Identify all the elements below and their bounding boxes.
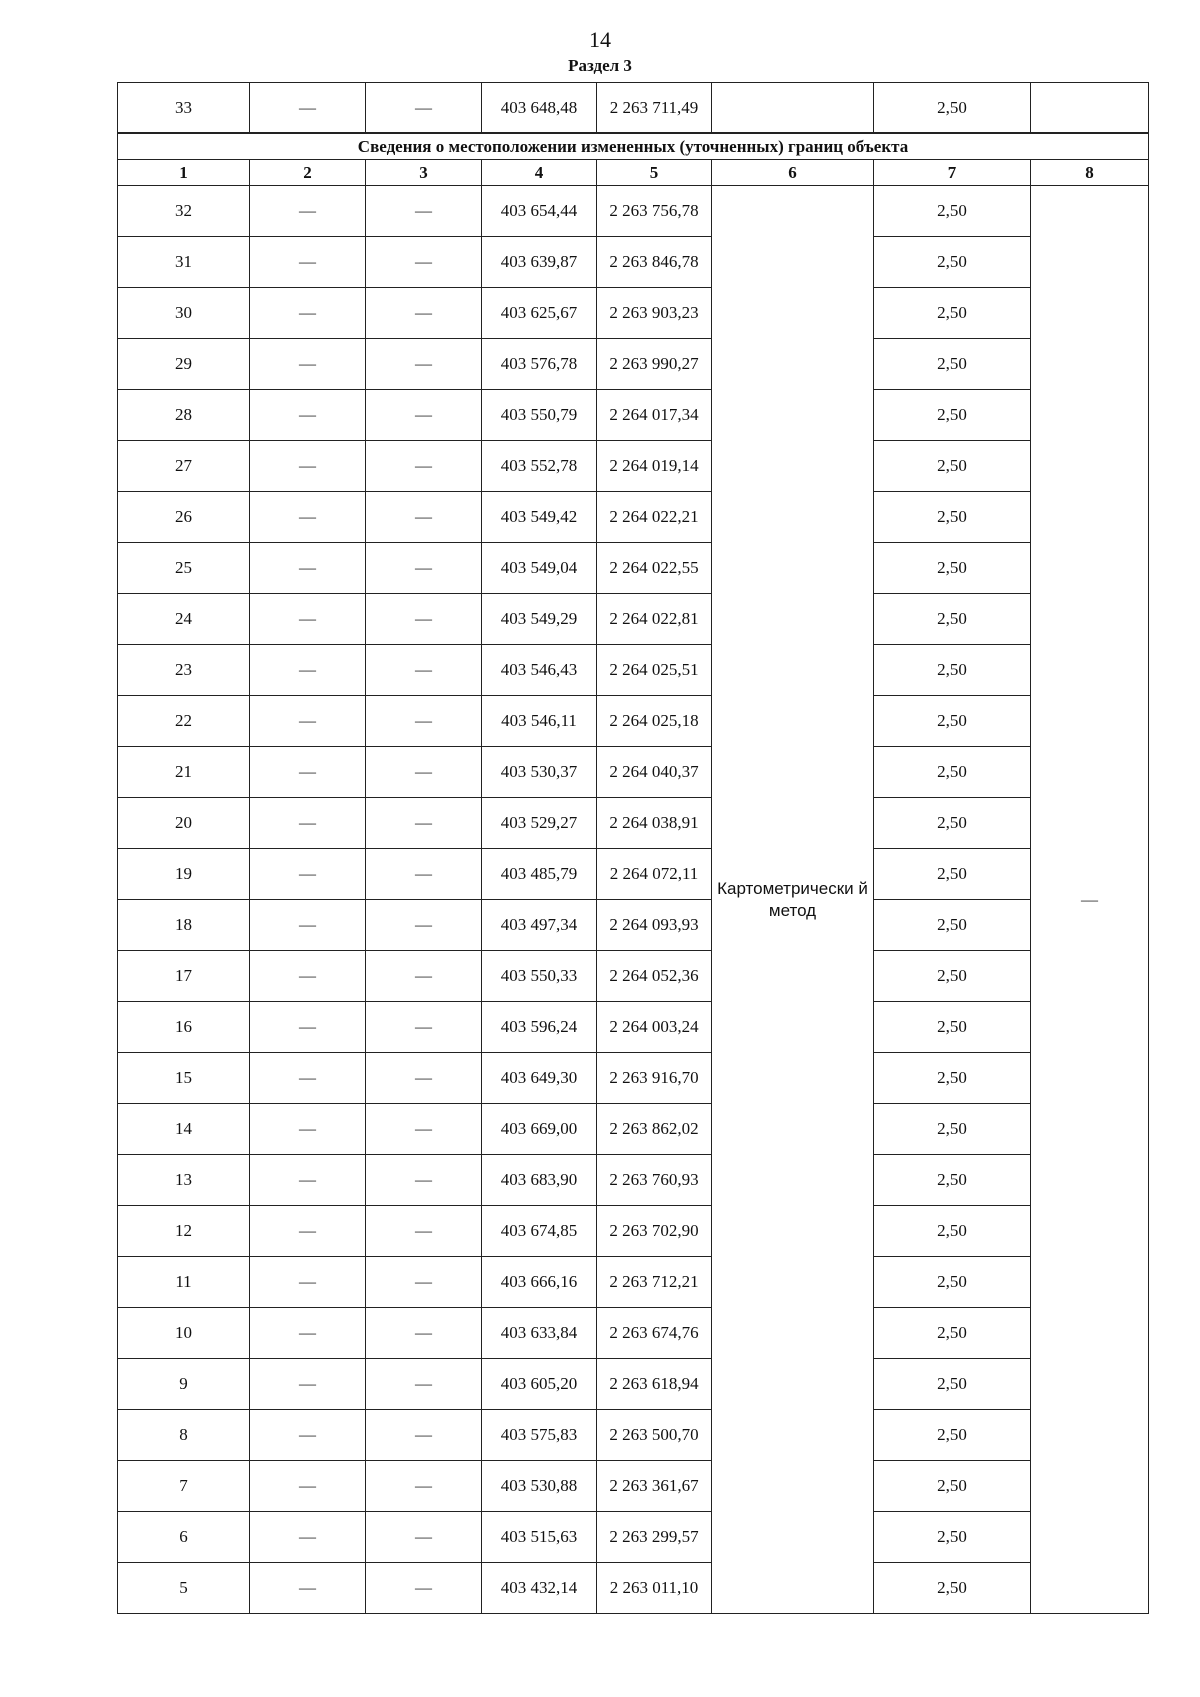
cell-col2: — [250, 900, 366, 951]
cell-y: 2 264 072,11 [597, 849, 712, 900]
cell-accuracy: 2,50 [874, 390, 1031, 441]
cell-col2: — [250, 1308, 366, 1359]
cell-x: 403 576,78 [482, 339, 597, 390]
cell-col3: — [366, 849, 482, 900]
cell-x: 403 549,04 [482, 543, 597, 594]
header-cell: 8 [1031, 160, 1149, 186]
cell-col2: — [250, 1206, 366, 1257]
cell-col3: — [366, 1359, 482, 1410]
cell-y: 2 263 702,90 [597, 1206, 712, 1257]
cell-x: 403 625,67 [482, 288, 597, 339]
cell-point-number: 19 [118, 849, 250, 900]
table-row [118, 798, 1149, 849]
cell-accuracy: 2,50 [874, 543, 1031, 594]
table-row [118, 1002, 1149, 1053]
header-cell: 7 [874, 160, 1031, 186]
cell-col3: — [366, 951, 482, 1002]
cell-x: 403 530,37 [482, 747, 597, 798]
cell-y: 2 263 903,23 [597, 288, 712, 339]
cell-col3: — [366, 1002, 482, 1053]
cell-point-number: 30 [118, 288, 250, 339]
page-number: 14 [589, 27, 611, 52]
cell-y: 2 264 022,55 [597, 543, 712, 594]
cell-point-number: 6 [118, 1512, 250, 1563]
cell-accuracy: 2,50 [874, 1053, 1031, 1104]
cell-method [712, 83, 874, 134]
cell-y: 2 264 052,36 [597, 951, 712, 1002]
cell-col2: — [250, 83, 366, 134]
table-row [118, 1308, 1149, 1359]
cell-x: 403 674,85 [482, 1206, 597, 1257]
cell-x: 403 485,79 [482, 849, 597, 900]
cell-col3: — [366, 594, 482, 645]
cell-x: 403 529,27 [482, 798, 597, 849]
cell-x: 403 549,42 [482, 492, 597, 543]
cell-y: 2 264 022,81 [597, 594, 712, 645]
table-row [118, 696, 1149, 747]
cell-col2: — [250, 1359, 366, 1410]
cell-point-number: 26 [118, 492, 250, 543]
cell-accuracy: 2,50 [874, 1155, 1031, 1206]
cell-y: 2 263 862,02 [597, 1104, 712, 1155]
cell-col2: — [250, 492, 366, 543]
cell-accuracy: 2,50 [874, 1002, 1031, 1053]
table-row [118, 339, 1149, 390]
cell-y: 2 263 674,76 [597, 1308, 712, 1359]
cell-col3: — [366, 1257, 482, 1308]
cell-col3: — [366, 441, 482, 492]
table-row [118, 1155, 1149, 1206]
cell-point-number: 8 [118, 1410, 250, 1461]
table-row [118, 1359, 1149, 1410]
cell-accuracy: 2,50 [874, 1461, 1031, 1512]
table-row [118, 849, 1149, 900]
header-row [118, 160, 1149, 186]
table-row [118, 237, 1149, 288]
cell-col2: — [250, 543, 366, 594]
table-row [118, 543, 1149, 594]
cell-col2: — [250, 1563, 366, 1614]
cell-x: 403 596,24 [482, 1002, 597, 1053]
cell-col2: — [250, 798, 366, 849]
cell-x: 403 549,29 [482, 594, 597, 645]
cell-x: 403 515,63 [482, 1512, 597, 1563]
cell-point-number: 21 [118, 747, 250, 798]
cell-y: 2 263 299,57 [597, 1512, 712, 1563]
cell-col3: — [366, 339, 482, 390]
header-cell: 4 [482, 160, 597, 186]
cell-col3: — [366, 798, 482, 849]
method-cell: Картометрически й метод [712, 186, 874, 1614]
table-row [118, 594, 1149, 645]
cell-accuracy: 2,50 [874, 696, 1031, 747]
cell-x: 403 654,44 [482, 186, 597, 237]
cell-y: 2 264 093,93 [597, 900, 712, 951]
table-row [118, 1053, 1149, 1104]
cell-y: 2 263 846,78 [597, 237, 712, 288]
cell-y: 2 264 040,37 [597, 747, 712, 798]
cell-point-number: 10 [118, 1308, 250, 1359]
cell-accuracy: 2,50 [874, 288, 1031, 339]
cell-x: 403 497,34 [482, 900, 597, 951]
cell-point-number: 25 [118, 543, 250, 594]
cell-col3: — [366, 1206, 482, 1257]
cell-col3: — [366, 1563, 482, 1614]
cell-col2: — [250, 696, 366, 747]
cell-col2: — [250, 441, 366, 492]
cell-y: 2 263 990,27 [597, 339, 712, 390]
cell-point-number: 14 [118, 1104, 250, 1155]
cell-col2: — [250, 1512, 366, 1563]
cell-point-number: 23 [118, 645, 250, 696]
cell-col2: — [250, 339, 366, 390]
table-row [118, 492, 1149, 543]
cell-x: 403 639,87 [482, 237, 597, 288]
header-cell: 3 [366, 160, 482, 186]
cell-accuracy: 2,50 [874, 339, 1031, 390]
cell-col3: — [366, 696, 482, 747]
header-cell: 1 [118, 160, 250, 186]
section-title: Раздел 3 [568, 56, 632, 75]
header-cell: 6 [712, 160, 874, 186]
table-row [118, 1104, 1149, 1155]
cell-col2: — [250, 390, 366, 441]
cell-point-number: 18 [118, 900, 250, 951]
cell-y: 2 264 003,24 [597, 1002, 712, 1053]
cell-col3: — [366, 237, 482, 288]
cell-accuracy: 2,50 [874, 1563, 1031, 1614]
cell-col2: — [250, 1053, 366, 1104]
cell-y: 2 264 025,18 [597, 696, 712, 747]
cell-col2: — [250, 288, 366, 339]
cell-point-number: 16 [118, 1002, 250, 1053]
cell-point-number: 28 [118, 390, 250, 441]
cell-col2: — [250, 1410, 366, 1461]
cell-y: 2 263 760,93 [597, 1155, 712, 1206]
cell-point-number: 27 [118, 441, 250, 492]
cell-point-number: 12 [118, 1206, 250, 1257]
cell-x: 403 552,78 [482, 441, 597, 492]
cell-accuracy: 2,50 [874, 83, 1031, 134]
cell-point-number: 7 [118, 1461, 250, 1512]
table-row [118, 390, 1149, 441]
cell-col3: — [366, 543, 482, 594]
cell-y: 2 263 712,21 [597, 1257, 712, 1308]
cell-accuracy: 2,50 [874, 849, 1031, 900]
cell-col3: — [366, 390, 482, 441]
cell-accuracy: 2,50 [874, 798, 1031, 849]
cell-col2: — [250, 849, 366, 900]
cell-col3: — [366, 1104, 482, 1155]
cell-x: 403 649,30 [482, 1053, 597, 1104]
cell-point-number: 32 [118, 186, 250, 237]
table-row [118, 1206, 1149, 1257]
cell-y: 2 263 500,70 [597, 1410, 712, 1461]
cell-col2: — [250, 747, 366, 798]
header-cell: 2 [250, 160, 366, 186]
table-row [118, 186, 1149, 237]
table-row [118, 441, 1149, 492]
cell-col3: — [366, 900, 482, 951]
cell-col3: — [366, 1410, 482, 1461]
cell-point-number: 5 [118, 1563, 250, 1614]
table-row [118, 951, 1149, 1002]
cell-col2: — [250, 1257, 366, 1308]
cell-accuracy: 2,50 [874, 747, 1031, 798]
cell-point-number: 11 [118, 1257, 250, 1308]
cell-y: 2 263 361,67 [597, 1461, 712, 1512]
cell-point-number: 20 [118, 798, 250, 849]
cell-x: 403 683,90 [482, 1155, 597, 1206]
cell-y: 2 263 756,78 [597, 186, 712, 237]
cell-col2: — [250, 1002, 366, 1053]
cell-y: 2 264 025,51 [597, 645, 712, 696]
cell-x: 403 550,33 [482, 951, 597, 1002]
table-row [118, 747, 1149, 798]
table-row [118, 900, 1149, 951]
cell-accuracy: 2,50 [874, 645, 1031, 696]
cell-accuracy: 2,50 [874, 1410, 1031, 1461]
cell-col2: — [250, 1104, 366, 1155]
cell-accuracy: 2,50 [874, 1308, 1031, 1359]
cell-point-number: 13 [118, 1155, 250, 1206]
cell-accuracy: 2,50 [874, 1257, 1031, 1308]
cell-col3: — [366, 645, 482, 696]
cell-y: 2 264 038,91 [597, 798, 712, 849]
caption-row [118, 133, 1149, 160]
table-row [118, 645, 1149, 696]
cell-accuracy: 2,50 [874, 594, 1031, 645]
cell-col3: — [366, 1155, 482, 1206]
col8-cell: — [1031, 186, 1149, 1614]
cell-y: 2 264 022,21 [597, 492, 712, 543]
cell-x: 403 666,16 [482, 1257, 597, 1308]
cell-accuracy: 2,50 [874, 186, 1031, 237]
cell-accuracy: 2,50 [874, 441, 1031, 492]
cell-point-number: 33 [118, 83, 250, 134]
cell-x: 403 530,88 [482, 1461, 597, 1512]
cell-accuracy: 2,50 [874, 1512, 1031, 1563]
cell-point-number: 22 [118, 696, 250, 747]
cell-y: 2 263 711,49 [597, 83, 712, 134]
table-row [118, 1257, 1149, 1308]
cell-y: 2 264 017,34 [597, 390, 712, 441]
cell-point-number: 15 [118, 1053, 250, 1104]
cell-col3: — [366, 186, 482, 237]
cell-col2: — [250, 186, 366, 237]
cell-col2: — [250, 1461, 366, 1512]
cell-y: 2 263 011,10 [597, 1563, 712, 1614]
cell-col2: — [250, 594, 366, 645]
cell-accuracy: 2,50 [874, 492, 1031, 543]
header-cell: 5 [597, 160, 712, 186]
cell-x: 403 633,84 [482, 1308, 597, 1359]
cell-col2: — [250, 237, 366, 288]
cell-accuracy: 2,50 [874, 951, 1031, 1002]
cell-col3: — [366, 492, 482, 543]
cell-accuracy: 2,50 [874, 1206, 1031, 1257]
cell-col3: — [366, 1053, 482, 1104]
cell-y: 2 264 019,14 [597, 441, 712, 492]
cell-col3: — [366, 1308, 482, 1359]
table-row [118, 288, 1149, 339]
cell-col2: — [250, 1155, 366, 1206]
cell-point-number: 24 [118, 594, 250, 645]
cell-accuracy: 2,50 [874, 1104, 1031, 1155]
cell-x: 403 605,20 [482, 1359, 597, 1410]
cell-point-number: 29 [118, 339, 250, 390]
table-row [118, 1410, 1149, 1461]
cell-col3: — [366, 1512, 482, 1563]
table-row [118, 1563, 1149, 1614]
cell-x: 403 546,43 [482, 645, 597, 696]
cell-x: 403 432,14 [482, 1563, 597, 1614]
cell-col8 [1031, 83, 1149, 134]
cell-col3: — [366, 747, 482, 798]
cell-x: 403 546,11 [482, 696, 597, 747]
table-row-33 [118, 83, 1149, 134]
cell-col2: — [250, 951, 366, 1002]
cell-x: 403 669,00 [482, 1104, 597, 1155]
cell-col3: — [366, 1461, 482, 1512]
cell-col3: — [366, 83, 482, 134]
cell-point-number: 9 [118, 1359, 250, 1410]
cell-x: 403 648,48 [482, 83, 597, 134]
cell-accuracy: 2,50 [874, 1359, 1031, 1410]
cell-x: 403 575,83 [482, 1410, 597, 1461]
coordinates-table [117, 82, 1149, 1614]
table-caption: Сведения о местоположении измененных (уточненных) границ объекта [118, 133, 1149, 160]
cell-accuracy: 2,50 [874, 237, 1031, 288]
cell-col3: — [366, 288, 482, 339]
cell-y: 2 263 618,94 [597, 1359, 712, 1410]
table-row [118, 1461, 1149, 1512]
cell-y: 2 263 916,70 [597, 1053, 712, 1104]
cell-col2: — [250, 645, 366, 696]
cell-point-number: 17 [118, 951, 250, 1002]
cell-accuracy: 2,50 [874, 900, 1031, 951]
cell-x: 403 550,79 [482, 390, 597, 441]
cell-point-number: 31 [118, 237, 250, 288]
table-row [118, 1512, 1149, 1563]
